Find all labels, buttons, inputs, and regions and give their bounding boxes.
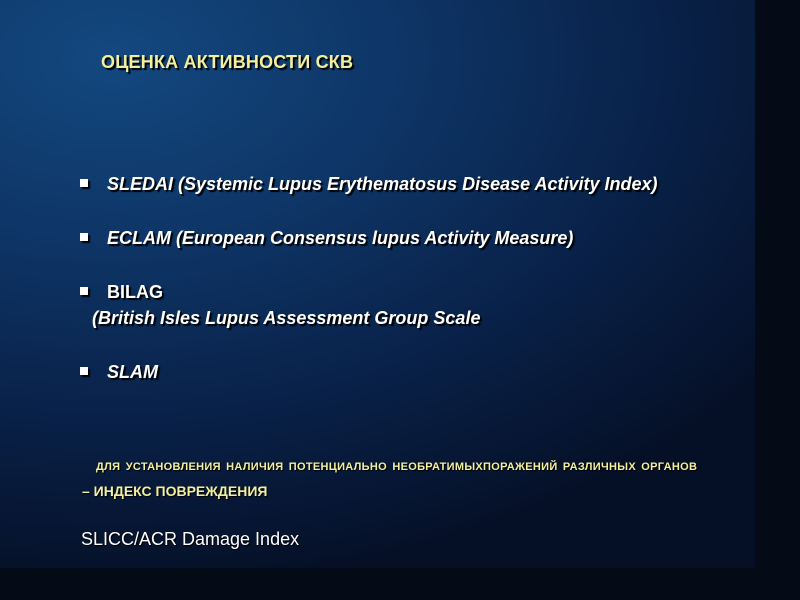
square-bullet-icon [80, 179, 88, 187]
slide-title: ОЦЕНКА АКТИВНОСТИ СКВ [101, 52, 354, 72]
damage-note: ДЛЯ УСТАНОВЛЕНИЯ НАЛИЧИЯ ПОТЕНЦИАЛЬНО НЕОБРАТИМЫХПОРАЖЕНИЙ РАЗЛИЧНЫХ ОРГАНОВ [96, 461, 698, 473]
bullet-text: SLAM [107, 362, 158, 382]
bullet-subtext-bilag: (British Isles Lupus Assessment Group Scale [92, 308, 481, 328]
damage-index-heading: – ИНДЕКС ПОВРЕЖДЕНИЯ [82, 483, 268, 499]
bullet-item-slam [80, 362, 158, 383]
square-bullet-icon [80, 367, 88, 375]
bullet-item-eclam [80, 228, 573, 249]
bullet-text: ECLAM (European Consensus lupus Activity Measure) [107, 228, 574, 248]
bullet-item-bilag [80, 282, 163, 303]
damage-index-name: SLICC/ACR Damage Index [81, 529, 300, 549]
bullet-text: SLEDAI (Systemic Lupus Erythematosus Disease Activity Index) [107, 174, 658, 194]
square-bullet-icon [80, 233, 88, 241]
square-bullet-icon [80, 287, 88, 295]
bullet-text: BILAG [107, 282, 163, 302]
bullet-item-sledai [80, 174, 658, 195]
